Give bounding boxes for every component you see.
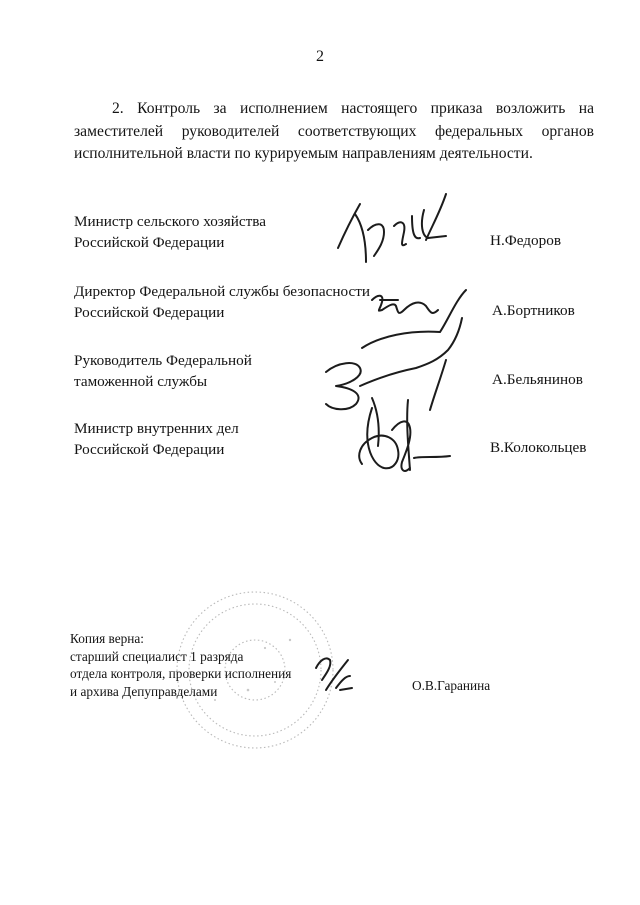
certification-line3: отдела контроля, проверки исполнения: [70, 666, 292, 681]
signatory-title-line1: Министр сельского хозяйства: [74, 213, 267, 230]
page-number: 2: [316, 48, 324, 65]
order-paragraph: 2. Контроль за исполнением настоящего приказа возложить на заместителей руководителей соответствующих федеральных органов исполнительной власти по курируемым направлениям деятельности.: [74, 100, 594, 162]
certifier-signature: [316, 658, 352, 690]
signatory-title-line1: Директор Федеральной службы безопасности: [74, 283, 370, 300]
signature-1: [338, 194, 446, 262]
signature-4: [359, 398, 450, 471]
signatory-title-line1: Руководитель Федеральной: [74, 352, 252, 369]
signatory-title-line2: таможенной службы: [74, 372, 208, 390]
signatory-name: Н.Федоров: [490, 232, 561, 249]
signatory-title-line2: Российской Федерации: [74, 303, 225, 321]
certifier-name: О.В.Гаранина: [412, 678, 491, 693]
signatory-name: А.Бельянинов: [492, 371, 583, 388]
signatory-name: А.Бортников: [492, 302, 575, 319]
signature-2: [362, 290, 466, 348]
certification-line4: и архива Депуправделами: [70, 683, 218, 699]
signatory-title-line2: Российской Федерации: [74, 233, 225, 251]
signatory-name: В.Колокольцев: [490, 439, 587, 456]
signature-3: [326, 318, 462, 410]
signatory-title-line2: Российской Федерации: [74, 440, 225, 458]
certification-line1: Копия верна:: [70, 631, 144, 646]
signatory-title-line1: Министр внутренних дел: [74, 420, 239, 437]
certification-line2: старший специалист 1 разряда: [70, 648, 244, 664]
